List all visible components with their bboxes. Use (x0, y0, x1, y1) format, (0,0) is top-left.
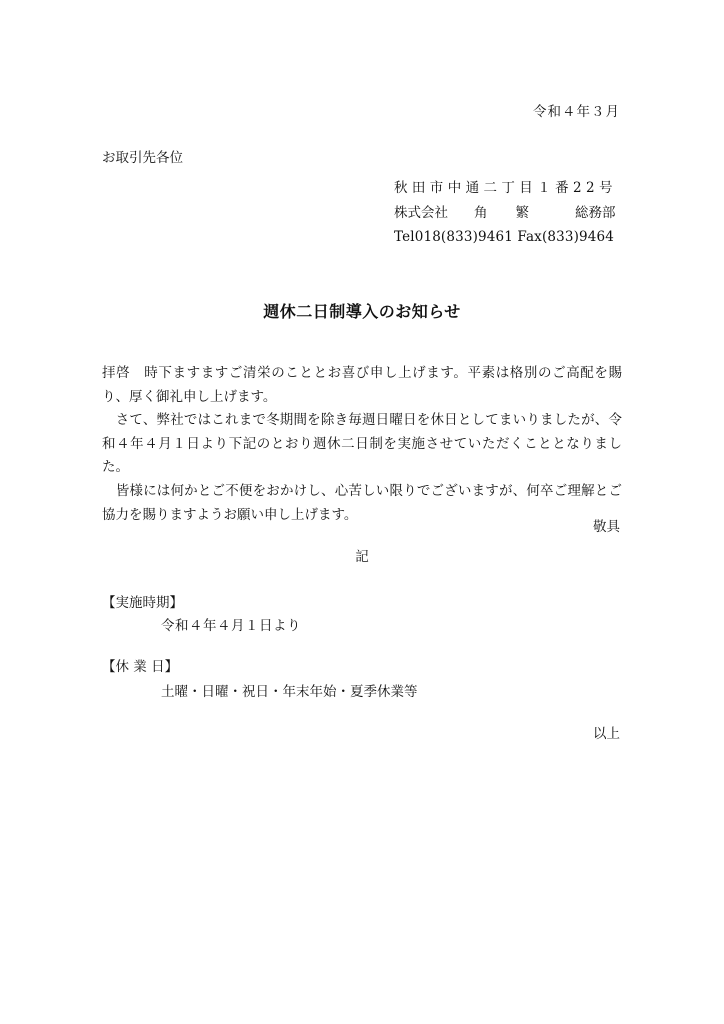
department: 総務部 (575, 205, 616, 221)
company-name-part3: 繁 (515, 205, 529, 221)
body-paragraph: 拝啓 時下ますますご清栄のこととお喜び申し上げます。平素は格別のご高配を賜り、厚く御礼申し上げます。 (102, 365, 622, 405)
document-title: 週休二日制導入のお知らせ (263, 302, 461, 321)
sender-address: 秋田市中通二丁目１番22号 (394, 180, 617, 196)
closing-remark: 敬具 (593, 519, 620, 535)
holidays-heading: 【休 業 日】 (102, 659, 179, 675)
body-paragraph: 皆様には何かとご不便をおかけし、心苦しい限りでございますが、何卒ご理解とご協力を賜りますようお願い申し上げます。 (102, 482, 622, 523)
company-name: 株式会社 (394, 205, 448, 221)
sender-contact: Tel018(833)9461 Fax(833)9464 (394, 229, 614, 245)
sender-company-line (394, 207, 616, 221)
ki-marker: 記 (355, 549, 369, 565)
company-name-part2: 角 (474, 205, 488, 221)
end-marker: 以上 (593, 726, 620, 742)
holidays-value: 土曜・日曜・祝日・年末年始・夏季休業等 (161, 684, 418, 700)
body-text (102, 362, 622, 527)
document-date: 令和４年３月 (533, 104, 620, 120)
body-paragraph: さて、弊社ではこれまで冬期間を除き毎週日曜日を休日としてまいりましたが、令和４年４月１日より下記のとおり週休二日制を実施させていただくこととなりました。 (102, 412, 622, 476)
implementation-date-heading: 【実施時期】 (102, 595, 183, 611)
implementation-date-value: 令和４年４月１日より (161, 618, 301, 634)
recipient: お取引先各位 (102, 150, 183, 166)
